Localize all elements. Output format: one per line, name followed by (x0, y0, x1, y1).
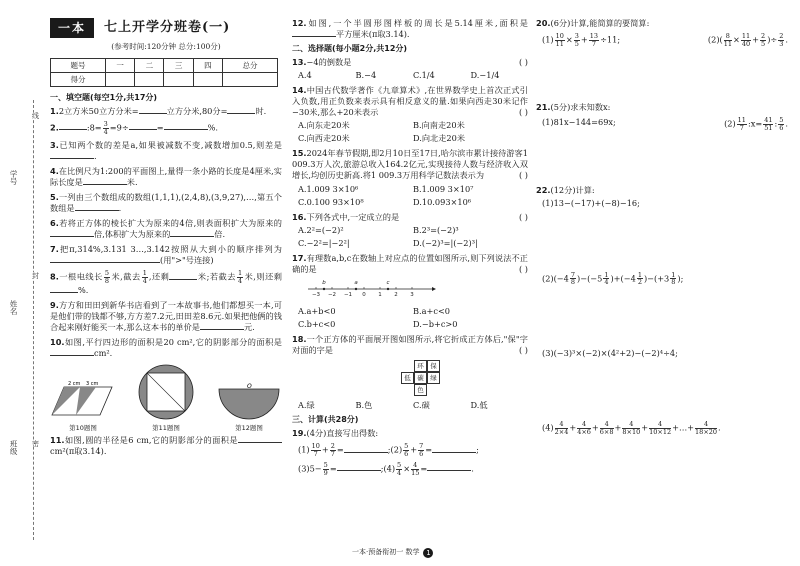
q21-item-2: (2) $\frac{11}{7}$ :x= $\frac{41}{51}$ : $\frac{5}{6}$ . (724, 115, 788, 132)
page-footer (352, 548, 433, 558)
svg-text:2: 2 (394, 291, 398, 298)
question-text: 下列各式中,一定成立的是 (306, 211, 400, 222)
section-choice: 二、选择题(每小题2分,共12分) (292, 44, 408, 54)
question-text: = (156, 122, 164, 133)
question-15 (292, 148, 528, 207)
answer-blank[interactable] (50, 348, 94, 356)
item-label: (1) (298, 444, 310, 455)
option-c[interactable]: C.向西走20米 (298, 133, 350, 144)
score-cell: 二 (135, 59, 164, 73)
option-d[interactable]: D.(−2)³=|(−2)³| (413, 237, 478, 248)
answer-blank[interactable] (200, 322, 244, 330)
question-text: 中国古代数学著作《九章算术》,在世界数学史上首次正式引入负数,用正负数来表示具有相反意义的量.如果向西走30米记作−30米,那么+20米表示 (292, 85, 528, 118)
svg-text:1: 1 (378, 291, 382, 298)
answer-blank[interactable] (129, 122, 157, 130)
question-text: 米;若截去 (197, 271, 236, 282)
question-text: 米,截去 (110, 271, 141, 282)
circle-figure (137, 363, 195, 421)
svg-text:−1: −1 (343, 291, 353, 298)
answer-blank[interactable] (75, 203, 119, 211)
answer-blank[interactable] (427, 463, 471, 471)
figure-row (50, 363, 282, 433)
question-number: 14. (292, 85, 307, 96)
figure-12 (216, 383, 282, 433)
answer-blank[interactable] (50, 255, 160, 263)
options (298, 120, 528, 144)
score-cell: 得分 (51, 73, 106, 87)
column-left (50, 18, 282, 461)
question-2 (50, 121, 282, 136)
question-text: 2立方米50立方分米= (58, 106, 139, 117)
operator: × (403, 463, 411, 474)
column-right (536, 18, 788, 440)
question-text: −4的倒数是 (306, 56, 352, 67)
figure-caption: 第12题图 (235, 424, 263, 433)
question-number: 5. (50, 192, 59, 203)
question-text: :8= (86, 122, 102, 133)
question-text: cm²(π取3.14). (50, 446, 107, 457)
exam-title: 七上开学分班卷(一) (104, 20, 231, 36)
answer-blank[interactable] (170, 229, 214, 237)
net-cell: 碳 (414, 372, 427, 384)
option-b[interactable]: B.2³=(−2)³ (413, 224, 459, 235)
answer-paren[interactable]: ( ) (519, 170, 528, 181)
fraction: $\frac{1}{4}$ (237, 269, 243, 286)
option-d[interactable]: D.−1/4 (470, 69, 500, 80)
score-cell: 总分 (222, 59, 277, 73)
question-text: 如图,圆的半径是6 cm,它的阴影部分的面积是 (64, 434, 238, 445)
option-a[interactable]: A.a+b<0 (298, 306, 336, 317)
question-number: 7. (50, 244, 59, 255)
question-text: 倍,体积扩大为原来的 (94, 229, 171, 240)
question-text: cm². (94, 348, 113, 359)
net-cell: 保 (427, 360, 440, 372)
question-text: 倍. (214, 229, 226, 240)
question-number: 17. (292, 252, 307, 263)
cut-mark-secret: 密 (31, 440, 40, 447)
dim-label: 3 cm (86, 381, 99, 388)
answer-blank[interactable] (164, 122, 208, 130)
center-label: O (247, 383, 252, 391)
question-text: 有理数a,b,c在数轴上对应点的位置如图所示,则下列说法不正确的是 (292, 252, 528, 274)
option-c[interactable]: C.−2²=|−2²| (298, 237, 350, 248)
question-text: (12分)计算: (550, 185, 595, 196)
fraction: $\frac{3}{4}$ (103, 120, 108, 136)
question-text: 方方和田田到新华书店看到了一本故事书,他们都想买一本,可是他们带的钱都不够,方方差7.2元,田田差8.6元.如果把他俩的钱合起来刚好能买一本,那么这本书的单价是 (50, 300, 282, 333)
question-11 (50, 435, 282, 457)
option-b[interactable]: B.−4 (355, 69, 377, 80)
net-cell: 低 (401, 372, 414, 384)
brand-logo: 一本 (50, 18, 94, 38)
options (298, 306, 528, 330)
option-c[interactable]: C.0.100 93×10⁸ (298, 196, 364, 207)
answer-blank[interactable] (169, 272, 197, 280)
answer-blank[interactable] (238, 435, 282, 443)
question-text: 如图,平行四边形的面积是20 cm²,它的阴影部分的面积是 (64, 337, 282, 348)
item-label: ;(2) (387, 444, 403, 455)
question-text: 若将正方体的棱长扩大为原来的4倍,则表面积扩大为原来的 (58, 218, 282, 229)
answer-paren[interactable]: ( ) (519, 345, 528, 356)
score-input-cell[interactable] (193, 73, 222, 87)
page-number: 1 (423, 548, 433, 558)
cut-line (33, 100, 34, 540)
question-14 (292, 85, 528, 144)
question-number: 22. (536, 185, 551, 196)
option-a[interactable]: A.绿 (298, 400, 315, 411)
parallelogram-figure (50, 381, 116, 421)
question-9 (50, 300, 282, 333)
option-c[interactable]: C.1/4 (413, 69, 435, 80)
svg-text:−3: −3 (311, 291, 321, 298)
question-number: 15. (292, 148, 307, 159)
option-b[interactable]: B.向南走20米 (413, 120, 465, 131)
answer-blank[interactable] (337, 463, 381, 471)
q20-item-1: (1) $\frac{10}{11}$ × $\frac{3}{5}$ + $\frac{13}{7}$ ÷11; (542, 32, 621, 48)
q22-item-2: (2)(−4 $\frac{7}{8}$ )−(−5 $\frac{1}{4}$ )+(−4 $\frac{1}{2}$ )−(+3 $\frac{1}{8}$ ); (542, 270, 684, 287)
q22-item-3: (3)(−3)³×(−2)×(4²+2)−(−2)⁴÷4; (542, 348, 678, 359)
question-number: 20. (536, 18, 551, 28)
figure-caption: 第11题图 (152, 424, 180, 433)
question-text: 一个正方体的平面展开图如图所示,将它折成正方体后,"保"字对面的字是 (292, 334, 528, 356)
score-header-row (51, 59, 278, 73)
svg-text:3: 3 (410, 291, 414, 298)
net-cell: 环 (414, 360, 427, 372)
question-text: 把π,314%,3.131 3…,3.142按照从大到小的顺序排列为 (58, 244, 282, 255)
answer-blank[interactable] (59, 122, 87, 130)
q20-item-2: (2)( $\frac{8}{11}$ × $\frac{11}{40}$ + $\frac{2}{5}$ )÷ $\frac{2}{3}$ . (707, 32, 788, 48)
option-a[interactable]: A.1.009 3×10⁶ (298, 183, 359, 194)
option-d[interactable]: D.向北走20米 (413, 133, 466, 144)
question-text: 2024年春节假期,即2月10日至17日,哈尔滨市累计接待游客1 009.3万人次,旅游总收入164.2亿元,实现接待人数与经济收入双增长,均创历史新高.将1 009.3万用科学记数法表示为 (292, 148, 528, 181)
q20-items (542, 33, 788, 48)
question-number: 11. (50, 434, 65, 445)
score-cell: 三 (164, 59, 193, 73)
score-input-cell[interactable] (222, 73, 277, 87)
option-a[interactable]: A.2²=(−2)² (298, 224, 344, 235)
q21-item-1: (1)81x−144=69x; (542, 116, 616, 127)
answer-paren[interactable]: ( ) (519, 211, 528, 222)
class-label: 班级 (9, 440, 19, 455)
cut-mark-seal: 封 (31, 272, 40, 279)
question-18 (292, 334, 528, 411)
question-text: 立方分米,80分= (166, 106, 228, 117)
column-middle (292, 18, 528, 480)
answer-blank[interactable] (139, 106, 167, 114)
item-label: (3)5− (298, 463, 322, 474)
footer-text: 一本·预备衔初一 数学 (352, 548, 420, 557)
question-text: . (94, 150, 97, 161)
answer-paren[interactable]: ( ) (519, 263, 528, 274)
question-number: 21. (536, 101, 551, 112)
question-text: 元. (243, 322, 255, 333)
q22-item-1: (1)13−(−17)+(−8)−16; (542, 198, 640, 209)
score-table (50, 58, 278, 87)
answer-blank[interactable] (50, 151, 94, 159)
question-text: ,还剩 (148, 271, 170, 282)
question-number: 19. (292, 428, 307, 439)
option-c[interactable]: C.b+c<0 (298, 319, 336, 330)
fraction: $\frac{1}{4}$ (142, 269, 147, 286)
score-cell: 一 (106, 59, 135, 73)
question-number: 3. (50, 139, 59, 150)
semicircle-figure (216, 383, 282, 421)
question-text: 平方厘米(π取3.14). (336, 29, 410, 40)
question-8 (50, 270, 282, 296)
answer-paren[interactable]: ( ) (519, 56, 528, 67)
question-text: (6分)计算,能简算的要简算: (550, 18, 650, 28)
var-b: b (322, 279, 326, 286)
q22-item-4: (4) $\frac{4}{2\times 4}$ + $\frac{4}{4\times 6}$ + $\frac{4}{6\times 8}$ + $\frac{4}{8\times 10}$ + $\frac{4}{10\times 12}$ +…+ $\frac{4}{18\times 20}$ . (542, 420, 721, 436)
question-text: 米. (126, 176, 138, 187)
score-cell: 四 (193, 59, 222, 73)
answer-blank[interactable] (344, 445, 388, 453)
question-text: 一根电线长 (58, 271, 103, 282)
answer-blank[interactable] (227, 106, 255, 114)
question-10 (50, 337, 282, 359)
question-number: 13. (292, 56, 307, 67)
q19-row-2: (3)5− $\frac{5}{9}$ = ;(4) $\frac{5}{4}$ × $\frac{4}{15}$ = . (298, 460, 474, 477)
question-number: 8. (50, 271, 59, 282)
score-input-cell[interactable] (135, 73, 164, 87)
fraction: $\frac{5}{8}$ (104, 269, 109, 286)
question-text: (4分)直接写出得数: (306, 428, 379, 439)
figure-10 (50, 381, 116, 433)
score-input-cell[interactable] (164, 73, 193, 87)
question-text: 如图,一个半圆形图样板的周长是5.14厘米,面积是 (306, 18, 528, 28)
question-16 (292, 212, 528, 249)
option-d[interactable]: D.−b+c>0 (413, 319, 458, 330)
net-cell: 色 (414, 384, 427, 396)
question-number: 6. (50, 218, 59, 229)
option-a[interactable]: A.4 (298, 69, 312, 80)
question-4 (50, 166, 282, 188)
answer-blank[interactable] (432, 445, 476, 453)
svg-text:0: 0 (362, 291, 366, 298)
question-number: 16. (292, 211, 307, 222)
score-value-row (51, 73, 278, 87)
exam-header (50, 18, 282, 38)
question-12 (292, 18, 528, 40)
question-3 (50, 140, 282, 162)
section-fill-blank: 一、填空题(每空1分,共17分) (50, 93, 158, 103)
number-line (306, 277, 528, 302)
answer-blank[interactable] (83, 177, 127, 185)
var-a: a (354, 279, 358, 286)
student-id-label: 学号 (9, 170, 19, 185)
figure-11 (137, 363, 195, 433)
question-7 (50, 244, 282, 266)
answer-blank[interactable] (292, 29, 336, 37)
item-label: ;(4) (380, 463, 396, 474)
options (298, 400, 528, 411)
question-text: 在比例尺为1:200的平面图上,量得一条小路的长度是4厘米,实际长度是 (50, 165, 282, 187)
net-cell: 绿 (427, 372, 440, 384)
cube-net (388, 360, 440, 396)
binding-strip (0, 0, 44, 566)
answer-blank[interactable] (50, 285, 78, 293)
question-number: 2. (50, 122, 59, 133)
question-text: 米,则还剩 (244, 271, 282, 282)
question-20 (536, 18, 788, 48)
question-text: (5分)求未知数x: (550, 101, 611, 112)
question-17 (292, 253, 528, 330)
question-number: 9. (50, 300, 59, 311)
option-c[interactable]: C.碳 (413, 400, 430, 411)
answer-blank[interactable] (50, 229, 94, 237)
question-1 (50, 106, 282, 117)
q19-row-1: (1) $\frac{10}{7}$ + $\frac{2}{7}$ = ;(2) $\frac{5}{6}$ + $\frac{7}{6}$ = ; (298, 442, 479, 459)
option-b[interactable]: B.a+c<0 (413, 306, 451, 317)
options (298, 70, 528, 81)
question-text: (用">"号连接) (160, 255, 214, 266)
option-d[interactable]: D.10.093×10⁶ (413, 196, 472, 207)
score-input-cell[interactable] (106, 73, 135, 87)
question-5 (50, 192, 282, 214)
question-13 (292, 57, 528, 81)
option-d[interactable]: D.低 (470, 400, 488, 411)
number-line-figure (306, 277, 436, 299)
question-number: 10. (50, 337, 65, 348)
option-b[interactable]: B.1.009 3×10⁷ (413, 183, 474, 194)
section-calculation: 三、计算(共28分) (292, 415, 359, 425)
equals: = (336, 444, 344, 455)
question-text: =9÷ (109, 122, 129, 133)
question-text: %. (78, 285, 89, 296)
question-number: 4. (50, 165, 59, 176)
question-number: 1. (50, 106, 59, 117)
var-c: c (386, 279, 390, 286)
options (298, 184, 528, 208)
cut-mark-line: 线 (31, 112, 40, 119)
score-cell: 题号 (51, 59, 106, 73)
answer-paren[interactable]: ( ) (519, 107, 528, 118)
exam-meta: (参考时间:120分钟 总分:100分) (111, 42, 221, 52)
options (298, 225, 528, 249)
option-a[interactable]: A.向东走20米 (298, 120, 350, 131)
question-text: 已知两个数的差是a,如果被减数不变,减数增加0.5,则差是 (58, 139, 282, 150)
question-6 (50, 218, 282, 240)
question-22 (536, 185, 788, 435)
figure-caption: 第10题图 (69, 424, 97, 433)
question-21 (536, 102, 788, 132)
student-name-label: 姓名 (9, 300, 19, 315)
question-text: 一列由三个数组成的数组(1,1,1),(2,4,8),(3,9,27),…,第五个数组是 (50, 192, 282, 214)
svg-text:−2: −2 (327, 291, 337, 298)
question-19 (292, 428, 528, 476)
dim-label: 2 cm (68, 381, 81, 388)
question-text: %. (207, 122, 218, 133)
option-b[interactable]: B.色 (355, 400, 373, 411)
q21-items (542, 117, 788, 132)
question-text: 时. (255, 106, 267, 117)
question-number: 18. (292, 334, 307, 345)
question-number: 12. (292, 18, 307, 28)
question-text: . (118, 203, 122, 214)
